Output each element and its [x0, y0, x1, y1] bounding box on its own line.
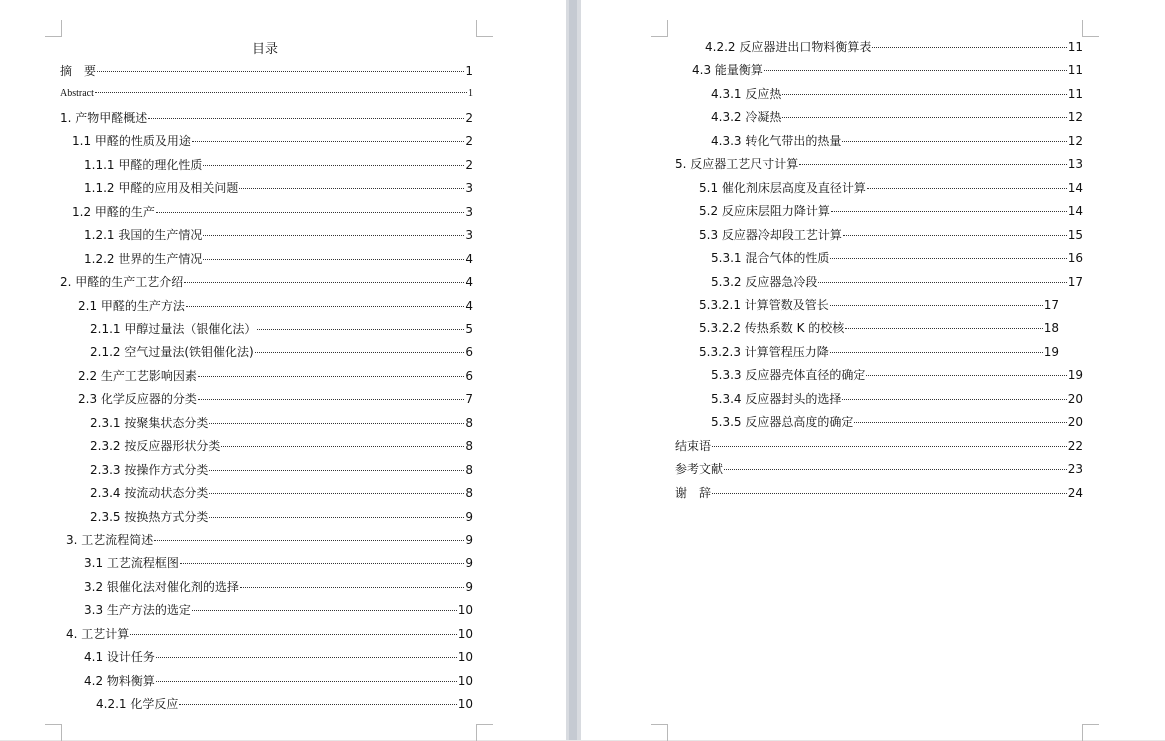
toc-entry-page-number: 2: [465, 134, 473, 149]
toc-entry-page-number: 8: [465, 462, 473, 477]
toc-entry-page-number: 12: [1067, 133, 1083, 148]
toc-entry-title: 5. 反应器工艺尺寸计算: [675, 157, 799, 172]
toc-entry-page-number: 8: [465, 415, 473, 430]
toc-entry-title: 1.2 甲醛的生产: [72, 204, 155, 219]
toc-entry-title: 1. 产物甲醛概述: [60, 110, 148, 125]
toc-entry[interactable]: [84, 555, 473, 571]
toc-entry[interactable]: [699, 180, 1083, 196]
document-page-right: [581, 0, 1165, 740]
toc-entry[interactable]: [60, 110, 473, 126]
toc-dot-leader: [95, 91, 467, 93]
toc-dot-leader: [198, 375, 464, 377]
toc-dot-leader: [854, 421, 1066, 423]
toc-entry-title: 4.2.2 反应器进出口物料衡算表: [705, 40, 872, 54]
toc-entry-page-number: 2: [465, 157, 473, 172]
toc-entry-title: 1.1.2 甲醛的应用及相关问题: [84, 181, 239, 196]
toc-entry-title: 5.3 反应器冷却段工艺计算: [699, 227, 842, 242]
toc-dot-leader: [156, 680, 457, 682]
toc-dot-leader: [209, 469, 464, 471]
toc-entry-title: 3.3 生产方法的选定: [84, 603, 191, 618]
toc-entry-title: 5.3.1 混合气体的性质: [711, 251, 830, 266]
toc-entry[interactable]: [711, 274, 1083, 290]
toc-entry[interactable]: [84, 579, 473, 595]
toc-entry[interactable]: [78, 368, 473, 384]
toc-entry-title: 5.1 催化剂床层高度及直径计算: [699, 180, 866, 195]
toc-dot-leader: [872, 46, 1066, 48]
toc-entry-title: 2.2 生产工艺影响因素: [78, 368, 197, 383]
toc-dot-leader: [830, 351, 1043, 353]
toc-entry-title: 2. 甲醛的生产工艺介绍: [60, 275, 184, 290]
toc-entry-title: 5.3.4 反应器封头的选择: [711, 391, 842, 406]
document-page-left: [0, 0, 566, 740]
toc-dot-leader: [209, 422, 464, 424]
toc-entry[interactable]: [699, 297, 1059, 313]
toc-entry[interactable]: [90, 485, 473, 501]
toc-entry-page-number: 22: [1067, 438, 1083, 453]
toc-entry-title: 摘 要: [60, 64, 97, 78]
toc-dot-leader: [203, 234, 464, 236]
toc-entry-page-number: 10: [457, 626, 473, 641]
toc-entry-title: 2.1.1 甲醇过量法（银催化法）: [90, 321, 257, 336]
toc-entry-title: 5.3.2.2 传热系数 K 的校核: [699, 321, 845, 336]
toc-entry[interactable]: [711, 414, 1083, 430]
toc-dot-leader: [782, 116, 1066, 118]
toc-entry[interactable]: [711, 86, 1083, 102]
toc-dot-leader: [724, 468, 1067, 470]
toc-dot-leader: [97, 70, 464, 72]
toc-entry-page-number: 3: [465, 181, 473, 196]
toc-dot-leader: [192, 140, 464, 142]
toc-dot-leader: [712, 492, 1067, 494]
toc-entry[interactable]: [60, 63, 473, 79]
toc-dot-leader: [156, 211, 464, 213]
toc-entry[interactable]: [699, 344, 1059, 360]
toc-entry-page-number: 3: [465, 204, 473, 219]
toc-dot-leader: [203, 164, 464, 166]
toc-entry-title: 谢 辞: [675, 485, 712, 500]
toc-entry-page-number: 17: [1067, 274, 1083, 289]
toc-entry-title: 结束语: [675, 438, 712, 453]
toc-entry-page-number: 4: [465, 251, 473, 266]
toc-dot-leader: [209, 516, 464, 518]
toc-entry-page-number: 16: [1067, 251, 1083, 266]
toc-entry[interactable]: [90, 321, 473, 337]
toc-entry-page-number: 10: [457, 650, 473, 665]
toc-entry-title: 2.3 化学反应器的分类: [78, 392, 197, 407]
toc-dot-leader: [830, 304, 1043, 306]
toc-entry-page-number: 9: [465, 556, 473, 571]
toc-entry[interactable]: [72, 204, 473, 220]
toc-dot-leader: [154, 539, 464, 541]
toc-entry-page-number: 14: [1067, 204, 1083, 219]
toc-dot-leader: [257, 328, 464, 330]
toc-dot-leader: [179, 703, 456, 705]
toc-dot-leader: [156, 656, 457, 658]
toc-entry[interactable]: [84, 673, 473, 689]
toc-list-right: [581, 0, 1165, 740]
toc-entry[interactable]: [96, 696, 473, 712]
toc-dot-leader: [782, 93, 1066, 95]
toc-entry-page-number: 20: [1067, 391, 1083, 406]
toc-dot-leader: [818, 281, 1066, 283]
toc-entry[interactable]: [84, 251, 473, 267]
toc-entry-page-number: 10: [457, 603, 473, 618]
toc-dot-leader: [209, 492, 464, 494]
toc-entry-page-number: 24: [1067, 485, 1083, 500]
toc-entry-page-number: 12: [1067, 110, 1083, 125]
toc-entry-title: 5.3.5 反应器总高度的确定: [711, 415, 854, 430]
toc-entry[interactable]: [66, 532, 473, 548]
toc-entry-page-number: 23: [1067, 462, 1083, 477]
toc-entry[interactable]: [90, 438, 473, 454]
toc-entry-title: 1.1.1 甲醛的理化性质: [84, 157, 203, 172]
toc-entry-page-number: 6: [465, 345, 473, 360]
toc-entry-page-number: 10: [457, 673, 473, 688]
toc-dot-leader: [203, 258, 464, 260]
toc-entry[interactable]: [711, 109, 1083, 125]
toc-entry-title: 3. 工艺流程简述: [66, 533, 154, 547]
toc-entry-page-number: 19: [1067, 368, 1083, 383]
toc-entry-title: 4.2.1 化学反应: [96, 697, 179, 712]
toc-dot-leader: [866, 374, 1066, 376]
toc-entry-page-number: 15: [1067, 227, 1083, 242]
toc-entry-title: 4.3.2 冷凝热: [711, 110, 782, 125]
toc-entry-title: 4.3.3 转化气带出的热量: [711, 133, 842, 148]
toc-dot-leader: [831, 210, 1067, 212]
toc-entry[interactable]: [78, 391, 473, 407]
toc-entry-title: 1.1 甲醛的性质及用途: [72, 134, 191, 149]
toc-entry-title: 2.3.4 按流动状态分类: [90, 486, 209, 501]
toc-entry-title: 5.3.2.1 计算管数及管长: [699, 297, 829, 312]
toc-entry-title: 5.2 反应床层阻力降计算: [699, 204, 830, 219]
toc-entry-title: 4.3.1 反应热: [711, 86, 782, 101]
toc-entry-page-number: 9: [465, 579, 473, 594]
toc-entry[interactable]: [84, 649, 473, 665]
toc-entry-page-number: 20: [1067, 415, 1083, 430]
page-gap: [566, 0, 581, 740]
toc-entry-title: 4. 工艺计算: [66, 626, 130, 641]
toc-dot-leader: [198, 398, 464, 400]
toc-entry-page-number: 14: [1067, 180, 1083, 195]
toc-dot-leader: [845, 327, 1042, 329]
toc-entry-page-number: 19: [1043, 344, 1059, 359]
toc-entry[interactable]: [60, 274, 473, 290]
toc-dot-leader: [799, 163, 1066, 165]
toc-entry-title: 1.2.1 我国的生产情况: [84, 228, 203, 243]
toc-entry-page-number: 17: [1043, 297, 1059, 312]
toc-entry[interactable]: [699, 320, 1059, 336]
toc-entry-title: 3.2 银催化法对催化剂的选择: [84, 579, 239, 594]
toc-entry[interactable]: [692, 62, 1083, 78]
toc-entry[interactable]: [84, 180, 473, 196]
toc-entry[interactable]: [84, 157, 473, 173]
toc-entry-title: 2.3.2 按反应器形状分类: [90, 439, 221, 454]
toc-dot-leader: [842, 140, 1066, 142]
toc-entry-page-number: 1: [465, 64, 473, 78]
toc-dot-leader: [130, 633, 456, 635]
toc-entry[interactable]: [90, 344, 473, 360]
toc-entry[interactable]: [60, 86, 473, 102]
toc-title: 目录: [251, 42, 278, 57]
toc-entry-page-number: 7: [465, 392, 473, 407]
toc-entry-title: Abstract: [60, 88, 94, 100]
toc-entry-page-number: 8: [465, 439, 473, 454]
toc-dot-leader: [764, 69, 1067, 71]
toc-entry-title: 4.2 物料衡算: [84, 673, 155, 688]
toc-entry-title: 2.3.1 按聚集状态分类: [90, 415, 209, 430]
toc-entry-title: 5.3.2 反应器急冷段: [711, 274, 818, 289]
toc-entry-title: 2.1 甲醛的生产方法: [78, 298, 185, 313]
toc-dot-leader: [843, 234, 1067, 236]
toc-entry-page-number: 1: [468, 88, 473, 100]
toc-entry[interactable]: [90, 415, 473, 431]
toc-dot-leader: [180, 562, 464, 564]
toc-entry-page-number: 3: [465, 228, 473, 243]
toc-entry-title: 2.3.5 按换热方式分类: [90, 509, 209, 524]
toc-dot-leader: [186, 305, 464, 307]
toc-entry-title: 4.1 设计任务: [84, 650, 155, 665]
toc-dot-leader: [192, 609, 457, 611]
toc-entry-title: 参考文献: [675, 462, 724, 477]
toc-entry-page-number: 9: [465, 509, 473, 524]
toc-entry[interactable]: [78, 298, 473, 314]
toc-dot-leader: [239, 187, 464, 189]
toc-entry[interactable]: [705, 39, 1083, 55]
toc-entry-page-number: 13: [1067, 157, 1083, 172]
toc-dot-leader: [712, 445, 1067, 447]
toc-dot-leader: [148, 117, 464, 119]
toc-dot-leader: [830, 257, 1066, 259]
toc-entry-page-number: 2: [465, 110, 473, 125]
toc-entry[interactable]: [72, 133, 473, 149]
toc-entry[interactable]: [711, 250, 1083, 266]
toc-dot-leader: [221, 445, 464, 447]
toc-entry[interactable]: [675, 438, 1083, 454]
toc-entry[interactable]: [675, 156, 1083, 172]
toc-entry[interactable]: [675, 485, 1083, 501]
toc-entry-page-number: 9: [465, 533, 473, 547]
toc-entry[interactable]: [90, 509, 473, 525]
toc-entry[interactable]: [84, 227, 473, 243]
toc-entry-title: 2.3.3 按操作方式分类: [90, 462, 209, 477]
toc-entry-page-number: 18: [1043, 321, 1059, 336]
toc-entry[interactable]: [699, 227, 1083, 243]
toc-entry-title: 2.1.2 空气过量法(铁钼催化法): [90, 345, 254, 360]
toc-entry-page-number: 11: [1067, 40, 1083, 54]
toc-entry-title: 1.2.2 世界的生产情况: [84, 251, 203, 266]
toc-entry[interactable]: [675, 461, 1083, 477]
toc-entry-page-number: 5: [465, 321, 473, 336]
toc-dot-leader: [184, 281, 464, 283]
toc-entry-page-number: 11: [1067, 86, 1083, 101]
toc-entry[interactable]: [699, 203, 1083, 219]
toc-entry-page-number: 11: [1067, 63, 1083, 78]
toc-entry[interactable]: [90, 462, 473, 478]
toc-dot-leader: [240, 586, 464, 588]
toc-entry-title: 5.3.3 反应器壳体直径的确定: [711, 368, 866, 383]
toc-list-left: [0, 0, 566, 740]
toc-entry-page-number: 6: [465, 368, 473, 383]
toc-entry-page-number: 4: [465, 275, 473, 290]
toc-dot-leader: [842, 398, 1066, 400]
toc-entry-title: 3.1 工艺流程框图: [84, 556, 179, 571]
toc-entry[interactable]: [711, 133, 1083, 149]
toc-dot-leader: [255, 351, 465, 353]
toc-entry[interactable]: [711, 367, 1083, 383]
toc-entry-page-number: 8: [465, 486, 473, 501]
toc-entry[interactable]: [66, 626, 473, 642]
toc-dot-leader: [867, 187, 1067, 189]
toc-entry-page-number: 4: [465, 298, 473, 313]
toc-entry-title: 5.3.2.3 计算管程压力降: [699, 344, 829, 359]
toc-entry-title: 4.3 能量衡算: [692, 63, 763, 78]
toc-entry[interactable]: [711, 391, 1083, 407]
toc-entry-page-number: 10: [457, 697, 473, 712]
toc-entry[interactable]: [84, 602, 473, 618]
